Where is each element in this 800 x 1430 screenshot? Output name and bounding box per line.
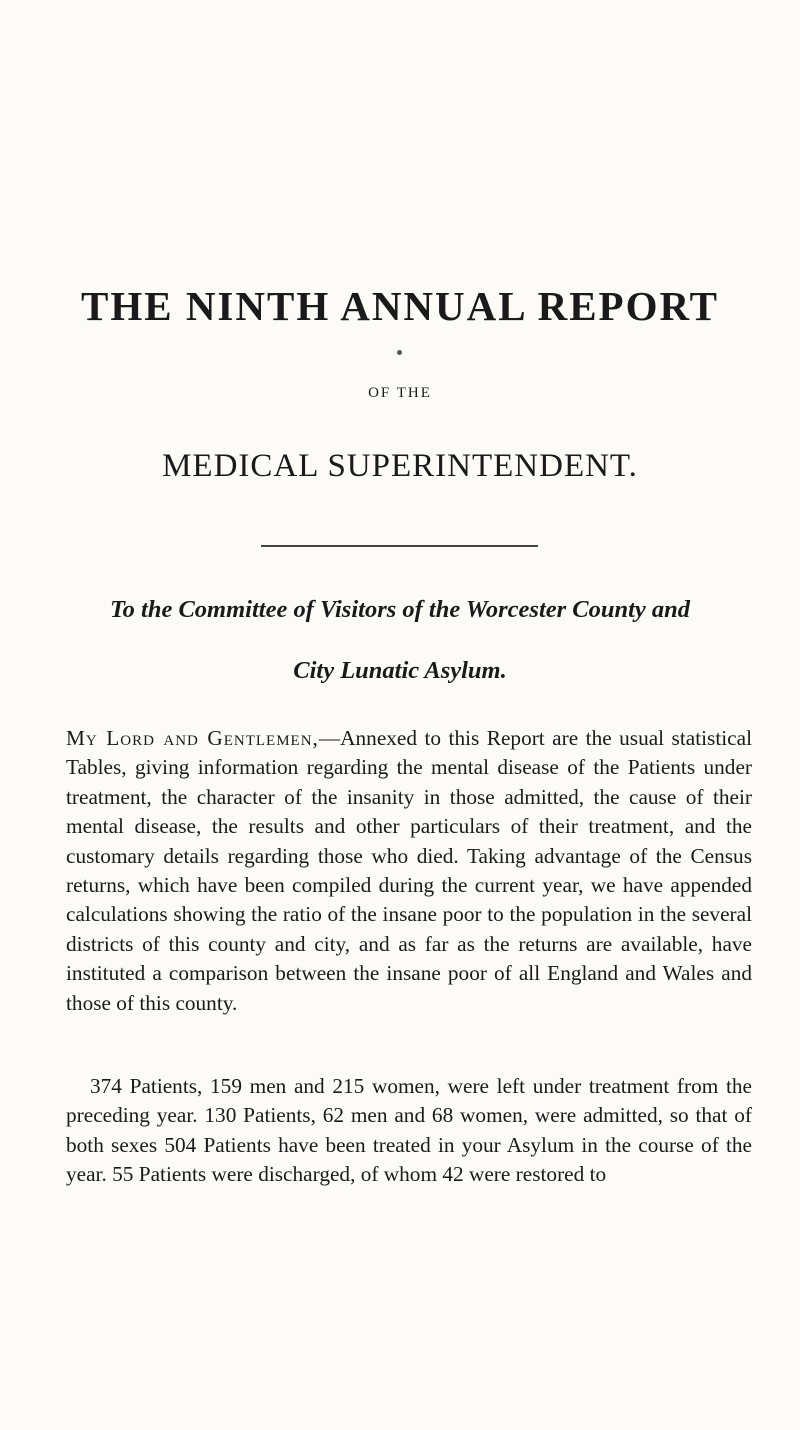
paragraph-1-text: —Annexed to this Report are the usual statistical Tables, giving information regarding the mental disease of the Patients under treatment, the character of the insanity in those admitted, the cause of their mental disease, the results and other particulars of their treatment, and the customary details regarding those who died. Taking advantage of the Census returns, which have been compiled during the current year, we have appended calculations showing the ratio of the insane poor to the population in the several districts of this county and city, and as far as the returns are available, have instituted a comparison between the insane poor of all England and Wales and those of this county. xyxy=(66,726,752,1015)
address-line-1: To the Committee of Visitors of the Worcester County and xyxy=(109,596,691,623)
ornament-dot xyxy=(397,350,402,355)
report-subtitle: MEDICAL SUPERINTENDENT. xyxy=(162,448,638,484)
of-the-label: OF THE xyxy=(368,385,432,401)
divider-rule xyxy=(261,545,538,547)
report-title: THE NINTH ANNUAL REPORT xyxy=(80,283,720,329)
body-paragraph-1 xyxy=(66,724,752,1018)
salutation: My Lord and Gentlemen, xyxy=(66,726,319,750)
address-line-2: City Lunatic Asylum. xyxy=(293,657,507,684)
body-paragraph-2: 374 Patients, 159 men and 215 women, were left under treatment from the preceding year. 130 Patients, 62 men and 68 women, were admitted, so that of both sexes 504 Patients have been treated in your Asylum in the course of the year. 55 Patients were discharged, of whom 42 were restored to xyxy=(66,1074,752,1187)
